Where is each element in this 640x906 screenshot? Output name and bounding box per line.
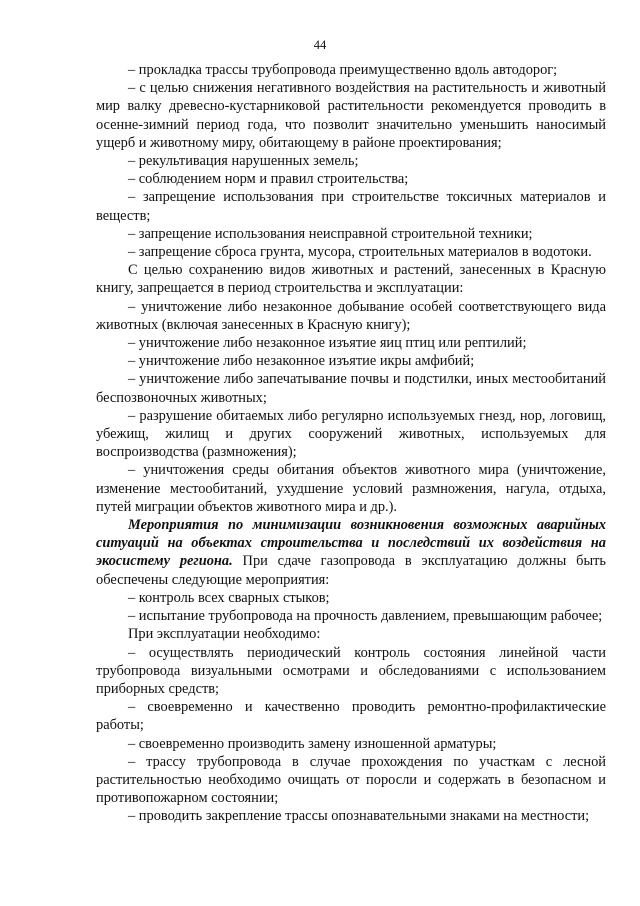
page-number: 44 — [313, 38, 327, 52]
paragraph: С целью сохранению видов животных и растений, занесенных в Красную книгу, запрещается в период строительства и эксплуатации: — [96, 262, 606, 297]
measures-intro: При сдаче газопровода в эксплуатацию должны быть обеспечены следующие мероприятия: — [96, 553, 606, 588]
list-item: – осуществлять периодический контроль состояния линейной части трубопровода визуальными осмотрами и обследованиями с использованием приборных средств; — [96, 644, 606, 697]
list-item: – разрушение обитаемых либо регулярно используемых гнезд, нор, логовищ, убежищ, жилищ и других сооружений животных, используемых для воспроизводства (размножения); — [96, 407, 606, 461]
list-item: – рекультивация нарушенных земель; — [128, 153, 359, 170]
list-item: – запрещение использования при строительстве токсичных материалов и веществ; — [96, 189, 606, 224]
list-item: – соблюдением норм и правил строительства; — [128, 171, 409, 188]
list-item: – уничтожение либо запечатывание почвы и подстилки, иных местообитаний беспозвоночных животных; — [96, 371, 606, 406]
list-item: – уничтожение либо незаконное изъятие икры амфибий; — [128, 353, 475, 370]
list-item: – уничтожения среды обитания объектов животного мира (уничтожение, изменение местообитаний, ухудшение условий размножения, нагула, отдыха, путей миграции объектов животного мира и др.). — [96, 462, 606, 515]
paragraph: При эксплуатации необходимо: — [128, 626, 321, 643]
list-item: – запрещение использования неисправной строительной техники; — [128, 225, 533, 242]
measures-heading: Мероприятия по минимизации возникновения возможных аварийных ситуаций на объектах строительства и последствий их воздействия на экосистему региона. — [96, 517, 606, 570]
list-item: – запрещение сброса грунта, мусора, строительных материалов в водотоки. — [128, 244, 592, 261]
list-item: – проводить закрепление трассы опознавательными знаками на местности; — [128, 808, 590, 825]
list-item: – контроль всех сварных стыков; — [128, 589, 330, 606]
list-item: – прокладка трассы трубопровода преимущественно вдоль автодорог; — [128, 62, 558, 78]
list-item: – своевременно производить замену изношенной арматуры; — [128, 735, 497, 752]
measures-paragraph — [96, 516, 606, 589]
list-item: – уничтожение либо незаконное изъятие яиц птиц или рептилий; — [128, 335, 527, 352]
body-text — [96, 61, 606, 826]
list-item: – своевременно и качественно проводить ремонтно-профилактические работы; — [96, 699, 606, 734]
list-item: – испытание трубопровода на прочность давлением, превышающим рабочее; — [128, 608, 603, 625]
list-item: – с целью снижения негативного воздействия на растительность и животный мир валку древесно-кустарниковой растительности рекомендуется проводить в осенне-зимний период года, что позволит значительно уменьшить наносимый ущерб и животному миру, обитающему в районе проектирования; — [96, 80, 606, 151]
list-item: – трассу трубопровода в случае прохождения по участкам с лесной растительностью необходимо очищать от поросли и содержать в безопасном и противопожарном состоянии; — [96, 753, 606, 807]
list-item: – уничтожение либо незаконное добывание особей соответствующего вида животных (включая занесенных в Красную книгу); — [96, 298, 606, 333]
